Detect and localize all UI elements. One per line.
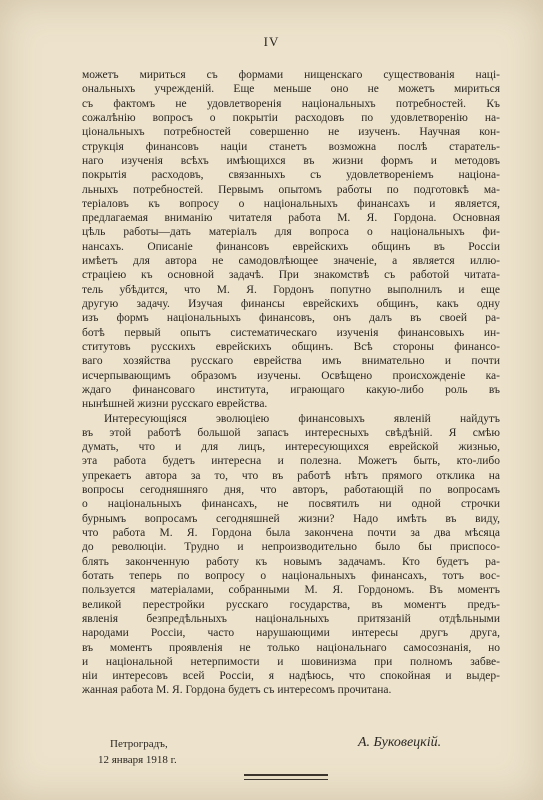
text-line: въ моментъ проявленія не только національнаго самосознанія, но — [82, 641, 500, 654]
text-line: другую задачу. Изучая финансы еврейскихъ общинъ, какъ одну — [82, 298, 500, 310]
text-line: о національныхъ финансахъ, не посвятилъ ни одной строчки — [82, 498, 500, 511]
text-line: теріаловъ къ вопросу о національныхъ финансахъ и является, — [82, 197, 500, 210]
text-line: ніи интересовъ всей Россіи, я надѣюсь, что спокойная и выдер- — [82, 670, 500, 683]
closing-rule-thin — [244, 779, 328, 780]
text-line: вопросы сегодняшняго дня, что авторъ, работающій по вопросамъ — [82, 484, 500, 497]
place-date — [98, 736, 177, 768]
date: 12 января 1918 г. — [98, 754, 177, 766]
page-number: IV — [263, 34, 280, 49]
text-line: тель убѣдится, что М. Я. Гордонъ попутно выполнилъ и еще — [82, 283, 500, 296]
text-line: ональныхъ учрежденій. Еще меньше оно не можетъ мириться — [82, 83, 500, 96]
text-line: страціею къ основной задачѣ. При знакомствѣ съ работой читата- — [82, 269, 500, 282]
text-line: явленія безпредѣльныхъ національныхъ притязаній отдѣльными — [82, 612, 500, 625]
text-line: струкція финансовъ націи станетъ возможна послѣ старатель- — [82, 140, 500, 153]
text-line: ваго хозяйства русскаго еврейства имъ внимательно и почти — [82, 355, 500, 368]
text-line: бурнымъ вопросамъ сегодняшней жизни? Надо имѣть въ виду, — [82, 512, 500, 525]
text-line: льныхъ потребностей. Первымъ опытомъ работы по подготовкѣ ма- — [82, 183, 500, 196]
text-line: исчерпывающимъ образомъ изучены. Освѣщено происхожденіе ка- — [82, 369, 500, 382]
text-line: изъ формъ національныхъ финансовъ, онъ далъ въ своей ра- — [82, 312, 500, 325]
text-line: ціональныхъ потребностей совершенно не изученъ. Научная кон- — [82, 126, 500, 139]
text-line: покрытія расходовъ, связанныхъ съ удовлетвореніемъ націона- — [82, 169, 500, 182]
text-line: ботать теперь по вопросу о національныхъ финансахъ, тотъ вос- — [82, 569, 500, 582]
text-line: великой перестройки русскаго государства, въ моментъ предъ- — [82, 598, 500, 611]
text-line: и національной нетерпимости и шовинизма при полномъ забве- — [82, 655, 500, 668]
place: Петроградъ, — [110, 738, 168, 750]
text-line: думать, что и для лицъ, интересующихся еврейской жизнью, — [82, 441, 500, 454]
closing-rule-thick — [244, 774, 328, 776]
text-line: блять законченную работу къ новымъ задачамъ. Кто будетъ ра- — [82, 555, 500, 568]
text-line: эта работа будетъ интересна и полезна. Можетъ быть, кто-либо — [82, 455, 500, 468]
text-line: до революціи. Трудно и непроизводительно было бы приспосо- — [82, 541, 500, 554]
text-line: упрекаетъ автора за то, что въ работѣ нѣтъ прямого отклика на — [82, 469, 500, 482]
text-line: нынѣшней жизни русскаго еврейства. — [82, 398, 268, 411]
text-line: съ фактомъ не удовлетворенія національныхъ потребностей. Къ — [82, 97, 500, 110]
text-line: нансахъ. Описаніе финансовъ еврейскихъ общинъ въ Россіи — [82, 240, 500, 253]
text-line: ботѣ первый опытъ систематическаго изученія финансовыхъ ин- — [82, 326, 500, 339]
text-line: предлагаемая вниманію читателя работа М. Я. Гордона. Основная — [82, 212, 500, 225]
text-line: ждаго финансоваго института, играющаго какую-либо роль въ — [82, 383, 500, 396]
signature: А. Буковецкій. — [358, 735, 442, 750]
text-line: пользуется матеріалами, собранными М. Я. Гордономъ. Въ моментъ — [82, 584, 500, 597]
paragraph-2 — [82, 412, 500, 698]
text-line: Интересующіяся эволюціею финансовыхъ явленій найдутъ — [104, 412, 500, 425]
body-text — [82, 68, 500, 698]
text-line: можетъ мириться съ формами нищенскаго существованія наці- — [82, 69, 500, 81]
text-line: въ этой работѣ большой запасъ интересныхъ свѣдѣній. Я смѣю — [82, 426, 500, 439]
text-line: наго изученія всѣхъ имѣющихся въ жизни формъ и методовъ — [82, 154, 500, 167]
text-line: жанная работа М. Я. Гордона будетъ съ интересомъ прочитана. — [82, 684, 392, 697]
text-line: ститутовъ русскихъ еврейскихъ общинъ. Всѣ стороны финансо- — [82, 340, 500, 353]
text-line: имѣетъ для автора не самодовлѣющее значеніе, а является иллю- — [82, 255, 500, 268]
paragraph-1 — [82, 68, 500, 412]
text-line: что работа М. Я. Гордона была закончена почти за два мѣсяца — [82, 527, 500, 539]
text-line: цѣль работы—дать матеріалъ для вопроса о національныхъ фи- — [82, 226, 500, 239]
text-line: сожалѣнію вопросъ о покрытіи расходовъ по удовлетворенію на- — [82, 111, 500, 124]
text-line: народами Россіи, часто нарушающими интересы другъ друга, — [82, 627, 500, 640]
